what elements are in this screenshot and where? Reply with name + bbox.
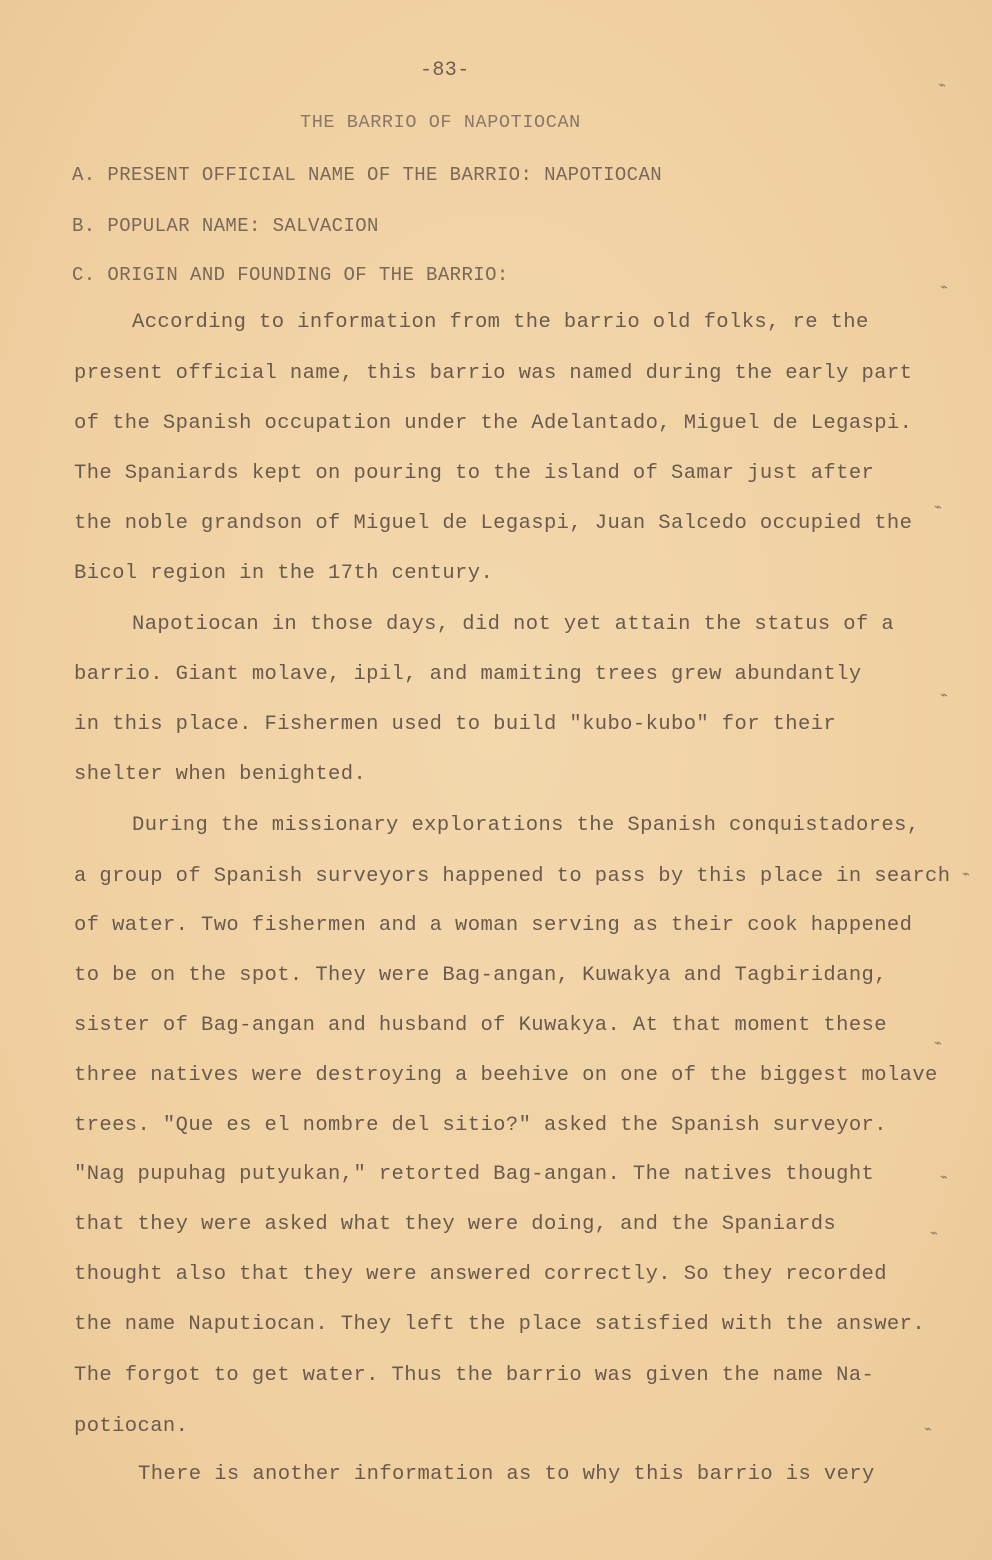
margin-mark: ⌁ bbox=[940, 280, 948, 295]
body-line: of water. Two fishermen and a woman serving as their cook happened bbox=[74, 914, 913, 937]
margin-mark: ⌁ bbox=[934, 1036, 942, 1051]
section-a-heading: A. PRESENT OFFICIAL NAME OF THE BARRIO: NAPOTIOCAN bbox=[72, 164, 663, 186]
margin-mark: ⌁ bbox=[940, 688, 948, 703]
body-line: During the missionary explorations the Spanish conquistadores, bbox=[132, 814, 920, 837]
body-line: that they were asked what they were doing, and the Spaniards bbox=[74, 1213, 837, 1236]
body-line: "Nag pupuhag putyukan," retorted Bag-angan. The natives thought bbox=[74, 1163, 875, 1186]
page-number: -83- bbox=[420, 59, 470, 82]
body-line: There is another information as to why this barrio is very bbox=[138, 1463, 875, 1486]
body-line: present official name, this barrio was named during the early part bbox=[74, 362, 913, 385]
body-line: Bicol region in the 17th century. bbox=[74, 562, 494, 585]
margin-mark: ⌁ bbox=[934, 500, 942, 515]
margin-mark: ⌁ bbox=[938, 78, 946, 93]
body-line: According to information from the barrio old folks, re the bbox=[132, 311, 869, 334]
margin-mark: ⌁ bbox=[930, 1226, 938, 1241]
margin-mark: ⌁ bbox=[962, 867, 970, 882]
body-line: The forgot to get water. Thus the barrio was given the name Na- bbox=[74, 1364, 875, 1387]
section-b-heading: B. POPULAR NAME: SALVACION bbox=[72, 215, 379, 237]
body-line: thought also that they were answered correctly. So they recorded bbox=[74, 1263, 887, 1286]
document-title: THE BARRIO OF NAPOTIOCAN bbox=[300, 112, 581, 133]
body-line: to be on the spot. They were Bag-angan, Kuwakya and Tagbiridang, bbox=[74, 964, 887, 987]
body-line: of the Spanish occupation under the Adelantado, Miguel de Legaspi. bbox=[74, 412, 913, 435]
margin-mark: ⌁ bbox=[924, 1422, 932, 1437]
body-line: barrio. Giant molave, ipil, and mamiting trees grew abundantly bbox=[74, 663, 862, 686]
margin-mark: ⌁ bbox=[940, 1170, 948, 1185]
body-line: sister of Bag-angan and husband of Kuwakya. At that moment these bbox=[74, 1014, 887, 1037]
body-line: shelter when benighted. bbox=[74, 763, 367, 786]
body-line: a group of Spanish surveyors happened to pass by this place in search bbox=[74, 865, 951, 888]
body-line: potiocan. bbox=[74, 1415, 189, 1438]
section-c-heading: C. ORIGIN AND FOUNDING OF THE BARRIO: bbox=[72, 264, 509, 286]
body-line: in this place. Fishermen used to build "kubo-kubo" for their bbox=[74, 713, 837, 736]
body-line: the name Naputiocan. They left the place satisfied with the answer. bbox=[74, 1313, 926, 1336]
body-line: Napotiocan in those days, did not yet attain the status of a bbox=[132, 613, 895, 636]
body-line: the noble grandson of Miguel de Legaspi, Juan Salcedo occupied the bbox=[74, 512, 913, 535]
body-line: three natives were destroying a beehive on one of the biggest molave bbox=[74, 1064, 938, 1087]
body-line: trees. "Que es el nombre del sitio?" asked the Spanish surveyor. bbox=[74, 1114, 887, 1137]
body-line: The Spaniards kept on pouring to the island of Samar just after bbox=[74, 462, 875, 485]
